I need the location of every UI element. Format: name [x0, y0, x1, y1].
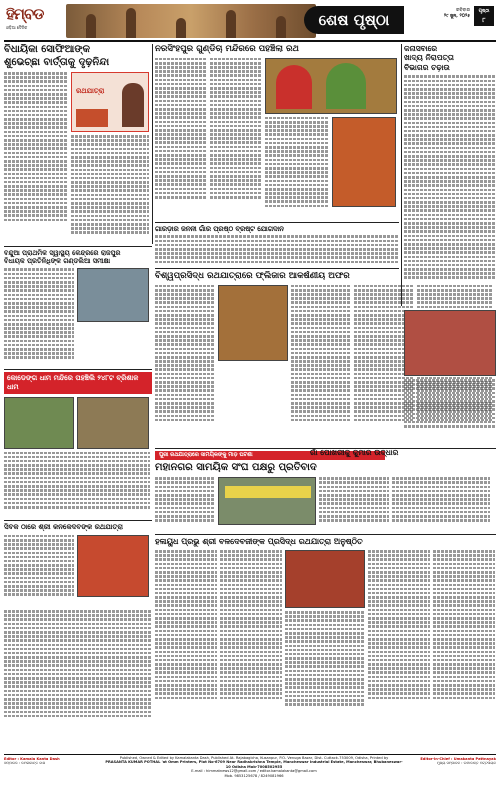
story-kumar-head: [310, 448, 496, 460]
newspaper-logo: [6, 5, 62, 37]
imprint-footer: [4, 754, 496, 784]
story-headline: ନରସିଂହପୁର ଗୁଣ୍ଡିଚା ମନ୍ଦିରରେ ପହଞ୍ଚିଲା ରଥ: [155, 44, 299, 54]
story-headline: ବିଧାୟିକା ସୋଫିଆଙ୍କ: [4, 44, 91, 55]
section-title: ଶେଷ ପୃଷ୍ଠା: [304, 6, 404, 34]
story-kanas: [404, 44, 496, 306]
chariot-photo: [265, 58, 397, 114]
event-photo: [404, 310, 496, 376]
page-label: ପୃଷ୍ଠା: [478, 9, 490, 14]
hospital-visit-photo: [77, 268, 149, 322]
imprint-phone: Mob. 9853125678 / 8249081966: [224, 773, 284, 778]
story-headline: ଗାଁ ପୋଖରୀକୁ କୁମାର ଉଦ୍ଧାର: [310, 448, 399, 457]
imprint-email: E-mail : himmatnews12@gmail.com / editor.kamalakanta@gmail.com: [191, 769, 317, 774]
story-headline: ବିଶ୍ୱପ୍ରସିଦ୍ଧ ରଥଯାତ୍ରାରେ ଫ୍ଲିଜାର ଆକର୍ଷଣୀୟ ଅଫର: [155, 271, 350, 281]
balabhadra-photo: [285, 550, 365, 608]
flipkart-event-photo: [218, 285, 288, 361]
story-headline: ବିଭାଗର ଚଢ଼ାଉ: [404, 62, 450, 72]
editor-in-chief: Editor-in-Chief : Umakanta Pattnayak: [420, 757, 496, 761]
issue-date: [408, 8, 470, 19]
chariot-photo: [332, 117, 396, 207]
story-headline: ମହାନଗର ସାମୟିକ ସଂଘ ପକ୍ଷରୁ ପ୍ରତିବାଦ: [155, 461, 317, 473]
masthead: [4, 2, 496, 42]
editor-name: Editor : Kamala Kanta Dash: [4, 757, 60, 761]
card-title: ରଥଯାତ୍ରା: [76, 87, 105, 95]
story-headline: ଖାଦ୍ୟ ନିରାପତ୍ତା: [404, 53, 454, 63]
story-haladhar: [155, 537, 495, 733]
story-gundicha: [155, 225, 399, 267]
page-number: ୮: [482, 17, 486, 24]
story-sibak: [4, 523, 152, 607]
story-headline: ବିଧାୟକ ପ୍ରତିନିଧିଙ୍କ ଗଣ୍ଡଲିଆ ସମୀକ୍ଷା: [4, 257, 111, 266]
editor-in-chief-oriya: ମୁଖ୍ୟ ସମ୍ପାଦକ : ଉମାକାନ୍ତ ପଟ୍ଟନାୟକ: [437, 761, 496, 766]
story-headline-banner: କୋଡେଙ୍ଗ ଧାମ ମନ୍ଦିରେ ପହଞ୍ଚିଲି ୨୪୮ଟ ବ୍ରିଶାଳ ଧାମ: [4, 372, 152, 394]
issue-day: ରବିବାର: [456, 8, 470, 13]
chariot-illustration: [76, 109, 108, 127]
story-headline: ହଳାୟୁଧ ପ୍ରଭୁ ଶ୍ରୀ ବଳଦେବଜୀଙ୍କ ପ୍ରସିଦ୍ଧ ରଥଯାତ୍ରା ଅନୁଷ୍ଠିତ: [155, 537, 363, 546]
farmer-photo: [77, 397, 149, 449]
brand-tagline: ଓଡ଼ିଆ ଦୈନିକ: [6, 24, 28, 30]
temple-banner-image: [66, 4, 316, 38]
issue-date-text: ୨୯ ଜୁନ, ୨୦୨୫: [443, 13, 470, 19]
imprint-line: Published, Owned & Edited by Kamalakanta Dash, Published At- Rajabagicha, Kusanpur, P.O- Venuga Bazar, Dist- Cuttack-753009, Odisha, Printed by: [119, 756, 389, 760]
protest-photo: [218, 477, 316, 525]
page-number-box: [474, 6, 494, 26]
ratha-greeting-card: [71, 72, 149, 132]
story-sibak-continued: [4, 610, 152, 730]
story-health-centre: [4, 249, 150, 367]
story-sophia: [4, 44, 150, 244]
editor-name-oriya: ସମ୍ପାଦକ : କମଳାକାନ୍ତ ଦାଶ: [4, 761, 46, 766]
story-headline: କନାସବାରେ: [404, 44, 438, 53]
story-headline: ଶୁଭେଚ୍ଛା ବାର୍ତ୍ତାକୁ ଦୃଢ଼ନିନ୍ଦା: [4, 56, 110, 68]
story-headline: ବନ୍ଦୁଆ ପ୍ରାଥମିକ ସ୍ୱାସ୍ଥ୍ୟ କେନ୍ଦ୍ରରେ ରାଜପୁର: [4, 249, 121, 257]
imprint-line: PRASANTA KUMAR POTHAL 'at Omm Printers, Plot No-6709 Near Radhakrishna Temple, Mancheswar Industrial Estate, Mancheswar, Bhubaneswar-10 Odisha Mob-7008502955: [105, 760, 403, 769]
story-kicker-banner: ପୁରୀ ରଥଯାତ୍ରାରେ ସାମୟିକଙ୍କୁ ମାଡ଼ ଘଟଣା: [155, 451, 385, 460]
paddy-photo: [4, 397, 74, 449]
story-headline: ଗାରଡ଼ାର ଜନନୀ ଗାଁର ପ୍ରଷ୍ଠ ବ୍ରଷ୍ଟ ଯୋଗଦାନ: [155, 225, 284, 233]
portrait-photo: [122, 83, 144, 127]
story-sewa: [155, 451, 495, 531]
story-narasingh: [155, 44, 399, 220]
brand-name: ହିମ୍ବଡ: [6, 5, 44, 23]
story-headline: ସିବକ ଠାରେ ଶ୍ରୀ କନକେଦବଙ୍କ ରଥଯାତ୍ରା: [4, 523, 123, 531]
photo-right-column: [404, 310, 496, 446]
chariot-photo: [77, 535, 149, 597]
